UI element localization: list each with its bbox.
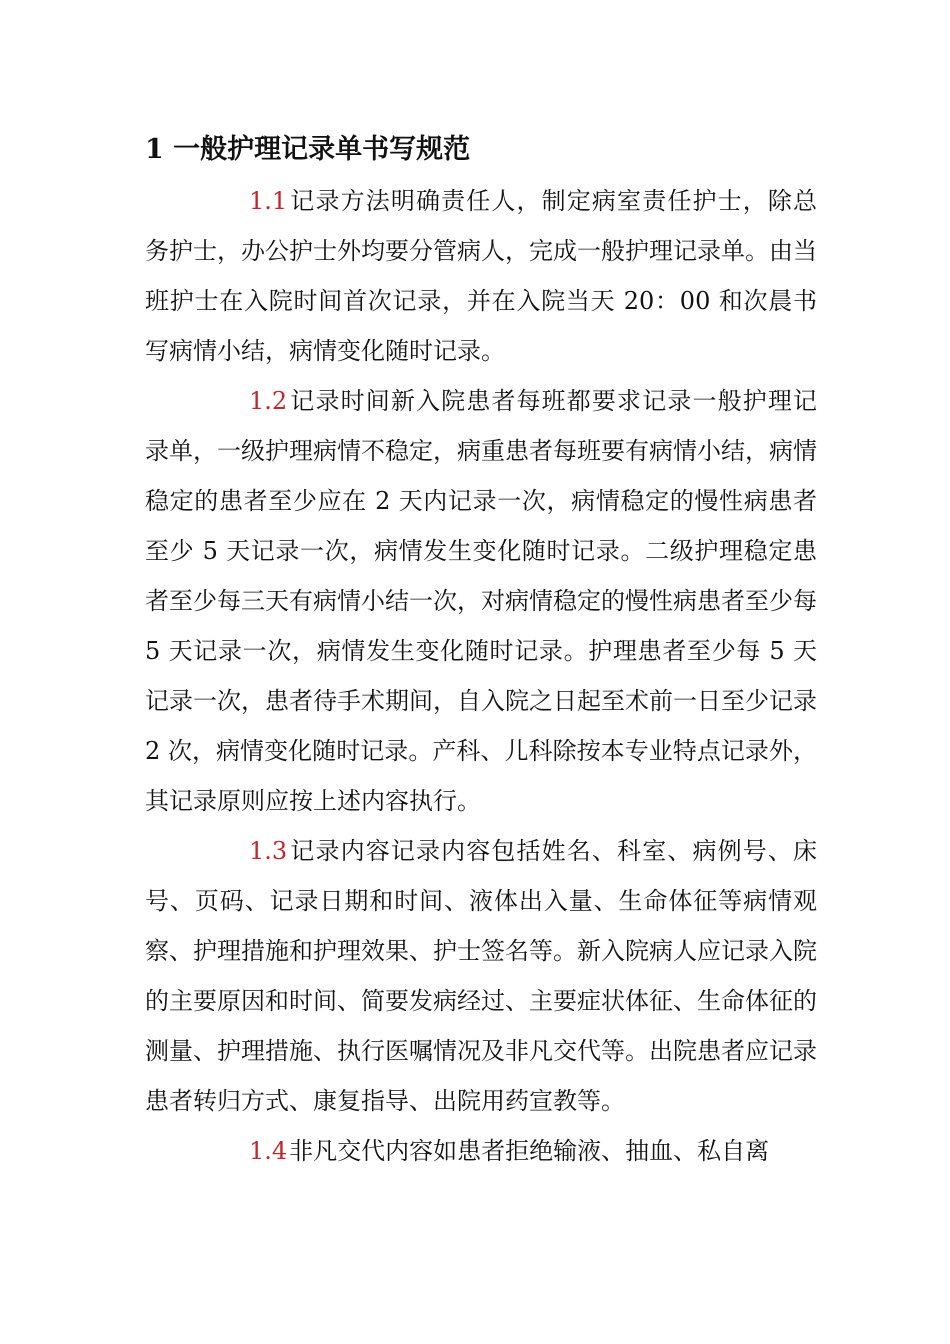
section-1-2 (145, 376, 817, 826)
section-text: 非凡交代内容如患者拒绝输液、抽血、私自离 (289, 1137, 770, 1165)
section-number: 1.3 (249, 837, 288, 865)
section-number: 1.1 (249, 187, 288, 215)
document-page (145, 128, 817, 1176)
section-number: 1.4 (249, 1137, 288, 1165)
section-number: 1.2 (249, 387, 288, 415)
document-heading: 1 一般护理记录单书写规范 (145, 134, 471, 165)
section-1-4 (145, 1126, 817, 1176)
section-1-1 (145, 176, 817, 376)
section-text: 记录内容记录内容包括姓名、科室、病例号、床号、页码、记录日期和时间、液体出入量、生命体征等病情观察、护理措施和护理效果、护士签名等。新入院病人应记录入院的主要原因和时间、简要发病经过、主要症状体征、生命体征的测量、护理措施、执行医嘱情况及非凡交代等。出院患者应记录患者转归方式、康复指导、出院用药宣教等。 (145, 837, 817, 1115)
section-text: 记录方法明确责任人，制定病室责任护士，除总务护士，办公护士外均要分管病人，完成一般护理记录单。由当班护士在入院时间首次记录，并在入院当天 20：00 和次晨书写病情小结，病情变化随时记录。 (145, 187, 817, 365)
section-text: 记录时间新入院患者每班都要求记录一般护理记录单，一级护理病情不稳定，病重患者每班要有病情小结，病情稳定的患者至少应在 2 天内记录一次，病情稳定的慢性病患者至少 5 天记录一次，病情发生变化随时记录。二级护理稳定患者至少每三天有病情小结一次，对病情稳定的慢性病患者至少每 5 天记录一次，病情发生变化随时记录。护理患者至少每 5 天记录一次，患者待手术期间，自入院之日起至术前一日至少记录 2 次，病情变化随时记录。产科、儿科除按本专业特点记录外，其记录原则应按上述内容执行。 (145, 387, 817, 815)
section-1-3 (145, 826, 817, 1126)
